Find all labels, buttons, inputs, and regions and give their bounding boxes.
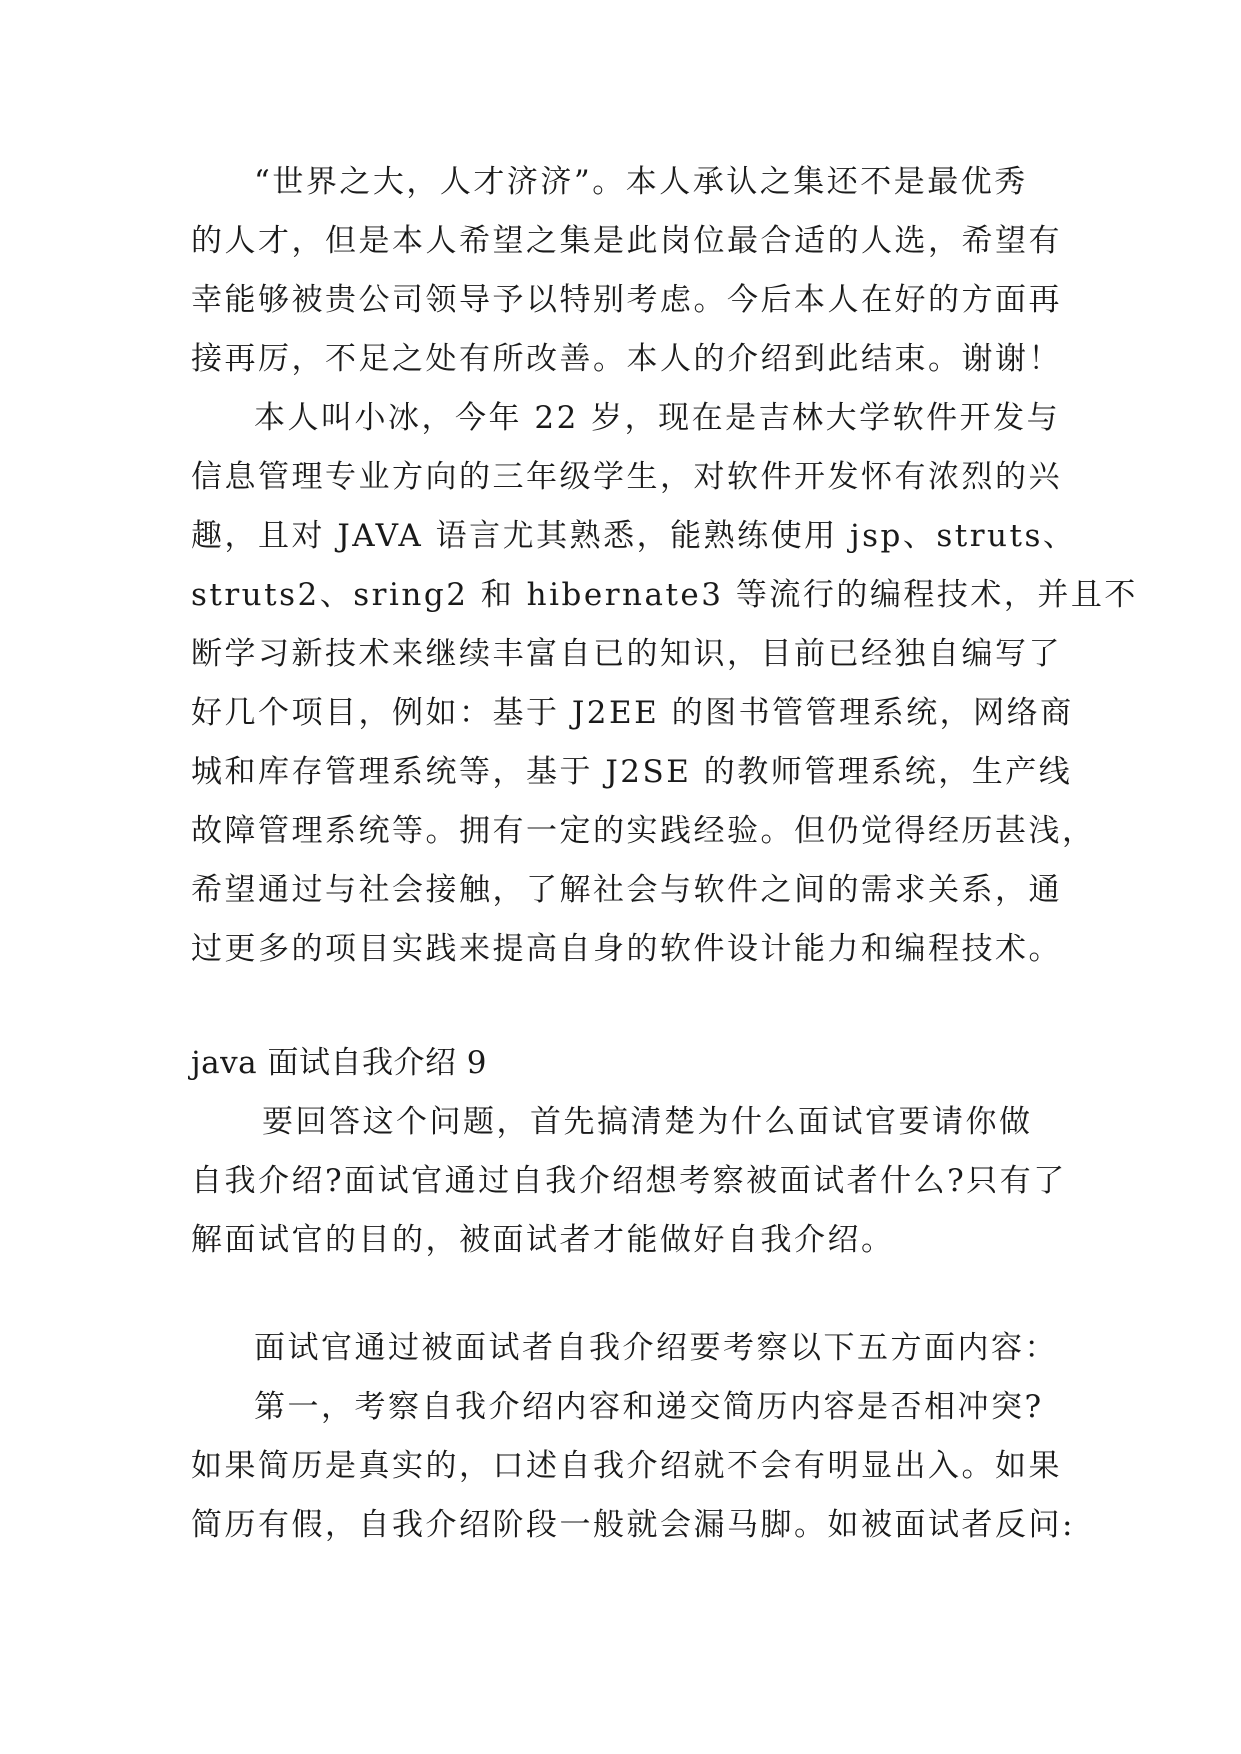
text-line: 面试官通过被面试者自我介绍要考察以下五方面内容： [254,1330,1058,1366]
text-line: 第一，考察自我介绍内容和递交简历内容是否相冲突? [254,1389,1044,1425]
text-line: 好几个项目，例如：基于 J2EE 的图书管管理系统，网络商 [191,695,1074,731]
text-line: 幸能够被贵公司领导予以特别考虑。今后本人在好的方面再 [191,282,1062,318]
text-line: 过更多的项目实践来提高自身的软件设计能力和编程技术。 [191,931,1062,967]
text-line: 断学习新技术来继续丰富自已的知识，目前已经独自编写了 [191,636,1062,672]
text-line: 接再厉，不足之处有所改善。本人的介绍到此结束。谢谢！ [191,341,1062,377]
text-line: 趣，且对 JAVA 语言尤其熟悉，能熟练使用 jsp、struts、 [191,518,1077,554]
text-line: struts2、sring2 和 hibernate3 等流行的编程技术，并且不 [191,577,1138,613]
text-line: 解面试官的目的，被面试者才能做好自我介绍。 [191,1222,895,1258]
text-line: 如果简历是真实的，口述自我介绍就不会有明显出入。如果 [191,1448,1062,1484]
text-line: 简历有假，自我介绍阶段一般就会漏马脚。如被面试者反问: [191,1507,1075,1543]
text-line: 的人才，但是本人希望之集是此岗位最合适的人选，希望有 [191,223,1062,259]
section-heading: java 面试自我介绍 9 [191,1045,488,1081]
text-line: 自我介绍?面试官通过自我介绍想考察被面试者什么?只有了 [191,1163,1067,1199]
text-line: 本人叫小冰，今年 22 岁，现在是吉林大学软件开发与 [254,400,1061,436]
text-line: 故障管理系统等。拥有一定的实践经验。但仍觉得经历甚浅， [191,813,1096,849]
text-line: 城和库存管理系统等，基于 J2SE 的教师管理系统，生产线 [191,754,1073,790]
text-line: 信息管理专业方向的三年级学生，对软件开发怀有浓烈的兴 [191,459,1062,495]
text-line: “世界之大，人才济济”。本人承认之集还不是最优秀 [254,164,1028,200]
text-line: 希望通过与社会接触，了解社会与软件之间的需求关系，通 [191,872,1062,908]
text-line: 要回答这个问题，首先搞清楚为什么面试官要请你做 [262,1104,1033,1140]
